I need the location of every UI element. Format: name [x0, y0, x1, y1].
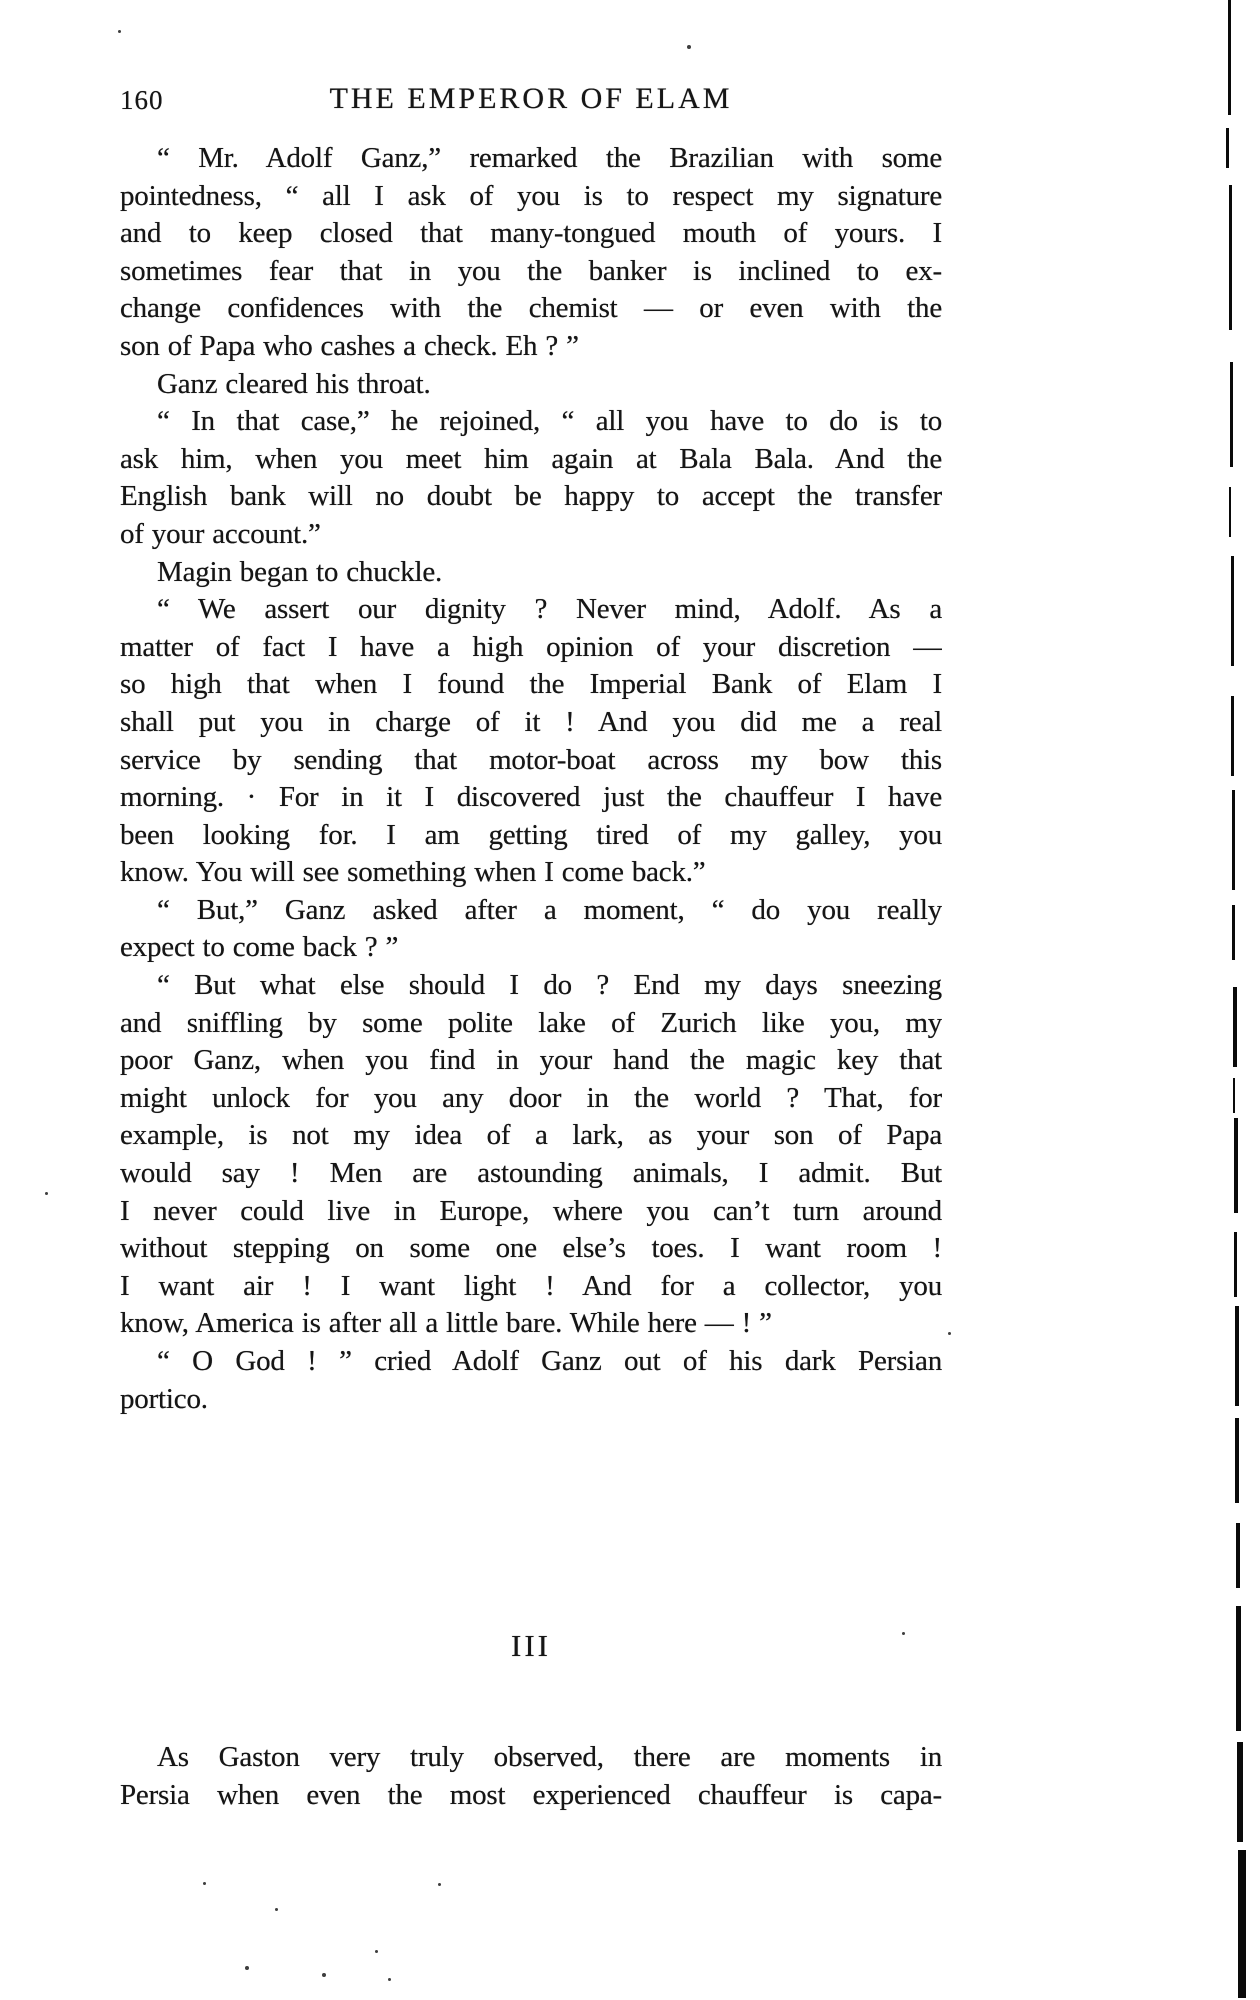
- scan-speck: [275, 1908, 278, 1911]
- page-edge-mark: [1229, 487, 1231, 537]
- scan-speck: [902, 1632, 905, 1635]
- page-edge-mark: [1233, 1078, 1235, 1113]
- text-line: English bank will no doubt be happy to accept the transfer: [120, 480, 942, 513]
- page-number: 160: [120, 85, 164, 115]
- text-line: been looking for. I am getting tired of my galley, you: [120, 818, 942, 851]
- scan-speck: [948, 1332, 951, 1335]
- page-edge-mark: [1238, 1850, 1246, 1998]
- text-line: morning. · For in it I discovered just the chauffeur I have: [120, 781, 942, 814]
- running-title: THE EMPEROR OF ELAM: [329, 82, 733, 115]
- text-line: poor Ganz, when you find in your hand the magic key that: [120, 1044, 942, 1077]
- closing-text-block: [120, 1739, 942, 1814]
- text-line: without stepping on some one else’s toes. I want room !: [120, 1232, 942, 1265]
- text-line: expect to come back ? ”: [120, 931, 399, 964]
- text-line: service by sending that motor-boat across my bow this: [120, 743, 942, 776]
- text-line: of your account.”: [120, 517, 321, 550]
- text-line: son of Papa who cashes a check. Eh ? ”: [120, 329, 579, 362]
- page-edge-mark: [1232, 790, 1235, 890]
- text-line: shall put you in charge of it ! And you did me a real: [120, 705, 942, 738]
- text-line: “ But what else should I do ? End my days sneezing: [157, 969, 942, 1002]
- text-line: “ But,” Ganz asked after a moment, “ do you really: [157, 893, 942, 926]
- page-edge-mark: [1235, 1418, 1239, 1503]
- text-line: change confidences with the chemist — or even with the: [120, 292, 942, 325]
- text-line: ask him, when you meet him again at Bala Bala. And the: [120, 442, 942, 475]
- page-edge-mark: [1229, 185, 1232, 330]
- text-line: would say ! Men are astounding animals, I admit. But: [120, 1157, 942, 1190]
- page-edge-mark: [1231, 556, 1234, 666]
- text-line: “ In that case,” he rejoined, “ all you have to do is to: [157, 405, 942, 438]
- page-edge-mark: [1233, 987, 1237, 1067]
- page-edge-mark: [1234, 1232, 1237, 1297]
- page-edge-mark: [1230, 362, 1233, 467]
- page-edge-mark: [1237, 1742, 1243, 1842]
- text-line: example, is not my idea of a lark, as your son of Papa: [120, 1119, 942, 1152]
- page-edge-mark: [1228, 0, 1231, 115]
- page-edge-mark: [1235, 1306, 1239, 1406]
- text-line: portico.: [120, 1382, 208, 1415]
- text-line: and sniffling by some polite lake of Zurich like you, my: [120, 1006, 942, 1039]
- text-line: know. You will see something when I come back.”: [120, 856, 706, 889]
- page-edge-mark: [1226, 128, 1229, 168]
- scan-speck: [375, 1950, 378, 1953]
- scan-speck: [203, 1882, 206, 1885]
- scan-speck: [322, 1973, 326, 1977]
- text-line: I never could live in Europe, where you can’t turn around: [120, 1194, 942, 1227]
- scan-speck: [438, 1883, 441, 1886]
- text-line: Magin began to chuckle.: [157, 555, 443, 588]
- text-line: sometimes fear that in you the banker is inclined to ex-: [120, 254, 942, 287]
- text-line: “ We assert our dignity ? Never mind, Adolf. As a: [157, 593, 942, 626]
- text-line: pointedness, “ all I ask of you is to respect my signature: [120, 179, 942, 212]
- text-line: “ O God ! ” cried Adolf Ganz out of his dark Persian: [157, 1345, 942, 1377]
- text-line: I want air ! I want light ! And for a collector, you: [120, 1269, 942, 1302]
- scan-speck: [245, 1966, 249, 1970]
- text-line: might unlock for you any door in the world ? That, for: [120, 1081, 942, 1114]
- text-line: As Gaston very truly observed, there are moments in: [157, 1741, 942, 1773]
- page-edge-mark: [1232, 905, 1235, 960]
- page-edge-mark: [1234, 1118, 1238, 1213]
- text-line: know, America is after all a little bare. While here — ! ”: [120, 1307, 772, 1340]
- scan-speck: [687, 45, 691, 49]
- body-text-block: [120, 140, 942, 1418]
- text-line: matter of fact I have a high opinion of your discretion —: [120, 630, 942, 663]
- text-line: Persia when even the most experienced chauffeur is capa-: [120, 1778, 942, 1811]
- text-line: “ Mr. Adolf Ganz,” remarked the Brazilian with some: [157, 142, 942, 174]
- page-edge-mark: [1231, 696, 1234, 776]
- text-line: Ganz cleared his throat.: [157, 367, 431, 400]
- running-header: [120, 82, 942, 118]
- text-line: and to keep closed that many-tongued mouth of yours. I: [120, 217, 942, 250]
- section-heading: III: [511, 1628, 551, 1663]
- page-edge-mark: [1236, 1523, 1240, 1588]
- scan-speck: [118, 30, 121, 33]
- page-edge-mark: [1236, 1606, 1241, 1731]
- scan-speck: [388, 1978, 391, 1981]
- scan-speck: [45, 1192, 48, 1195]
- text-line: so high that when I found the Imperial Bank of Elam I: [120, 668, 942, 701]
